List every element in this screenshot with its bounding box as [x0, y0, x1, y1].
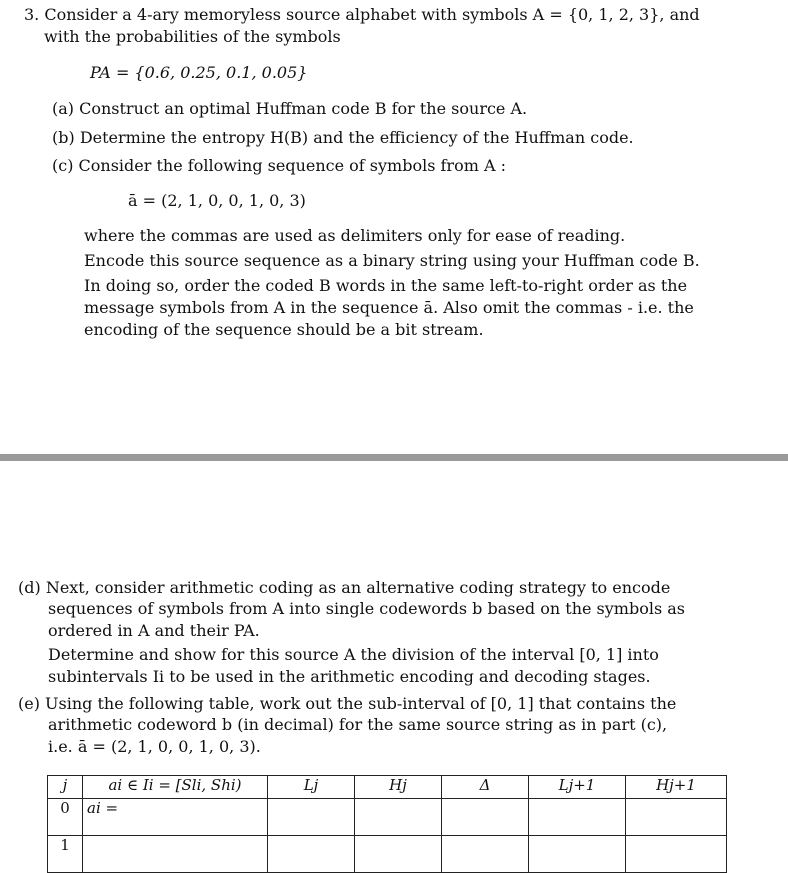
header-interval: ai ∈ Ii = [Sli, Shi) [83, 776, 268, 799]
q3-line-1: 3. Consider a 4-ary memoryless source alphabet with symbols A = {0, 1, 2, 3}, and [24, 5, 700, 24]
part-c-text-3: In doing so, order the coded B words in the same left-to-right order as the [84, 276, 688, 295]
header-j: j [48, 776, 83, 799]
cell-lj [268, 836, 355, 873]
part-c-text-1: where the commas are used as delimiters only for ease of reading. [84, 226, 626, 245]
part-d-text-5: subintervals Ii to be used in the arithmetic encoding and decoding stages. [48, 667, 651, 686]
sequence: ā = (2, 1, 0, 0, 1, 0, 3) [128, 191, 306, 210]
part-e-text-3: i.e. ā = (2, 1, 0, 0, 1, 0, 3). [48, 737, 261, 756]
part-b: (b) Determine the entropy H(B) and the efficiency of the Huffman code. [52, 128, 634, 147]
part-d-text-2: sequences of symbols from A into single codewords b based on the symbols as [48, 599, 686, 618]
header-delta: Δ [442, 776, 529, 799]
cell-hj1 [626, 799, 727, 836]
cell-lj [268, 799, 355, 836]
part-d-text-4: Determine and show for this source A the division of the interval [0, 1] into [48, 645, 659, 664]
cell-hj [355, 799, 442, 836]
part-e-text-2: arithmetic codeword b (in decimal) for the same source string as in part (c), [48, 715, 668, 734]
cell-hj1 [626, 836, 727, 873]
probability-set: PA = {0.6, 0.25, 0.1, 0.05} [90, 63, 308, 82]
cell-delta [442, 836, 529, 873]
q3-line-2: with the probabilities of the symbols [44, 27, 341, 46]
cell-ai: ai = [83, 799, 268, 836]
header-hj: Hj [355, 776, 442, 799]
table-header-row [48, 776, 727, 799]
part-c: (c) Consider the following sequence of symbols from A : [52, 156, 506, 175]
table-row [48, 836, 727, 873]
part-c-text-5: encoding of the sequence should be a bit stream. [84, 320, 484, 339]
part-d-text-1: (d) Next, consider arithmetic coding as an alternative coding strategy to encode [18, 578, 671, 597]
page-divider [0, 454, 788, 461]
cell-j: 0 [48, 799, 83, 836]
header-hj1: Hj+1 [626, 776, 727, 799]
part-c-text-4: message symbols from A in the sequence ā. Also omit the commas - i.e. the [84, 298, 694, 317]
part-d-text-3: ordered in A and their PA. [48, 621, 260, 640]
cell-lj1 [529, 836, 626, 873]
cell-delta [442, 799, 529, 836]
part-c-text-2: Encode this source sequence as a binary string using your Huffman code B. [84, 251, 700, 270]
arithmetic-table [47, 775, 727, 873]
part-e-text-1: (e) Using the following table, work out the sub-interval of [0, 1] that contains the [18, 694, 677, 713]
part-a: (a) Construct an optimal Huffman code B for the source A. [52, 99, 528, 118]
header-lj: Lj [268, 776, 355, 799]
cell-hj [355, 836, 442, 873]
table-row [48, 799, 727, 836]
cell-j: 1 [48, 836, 83, 873]
header-lj1: Lj+1 [529, 776, 626, 799]
cell-ai [83, 836, 268, 873]
cell-lj1 [529, 799, 626, 836]
